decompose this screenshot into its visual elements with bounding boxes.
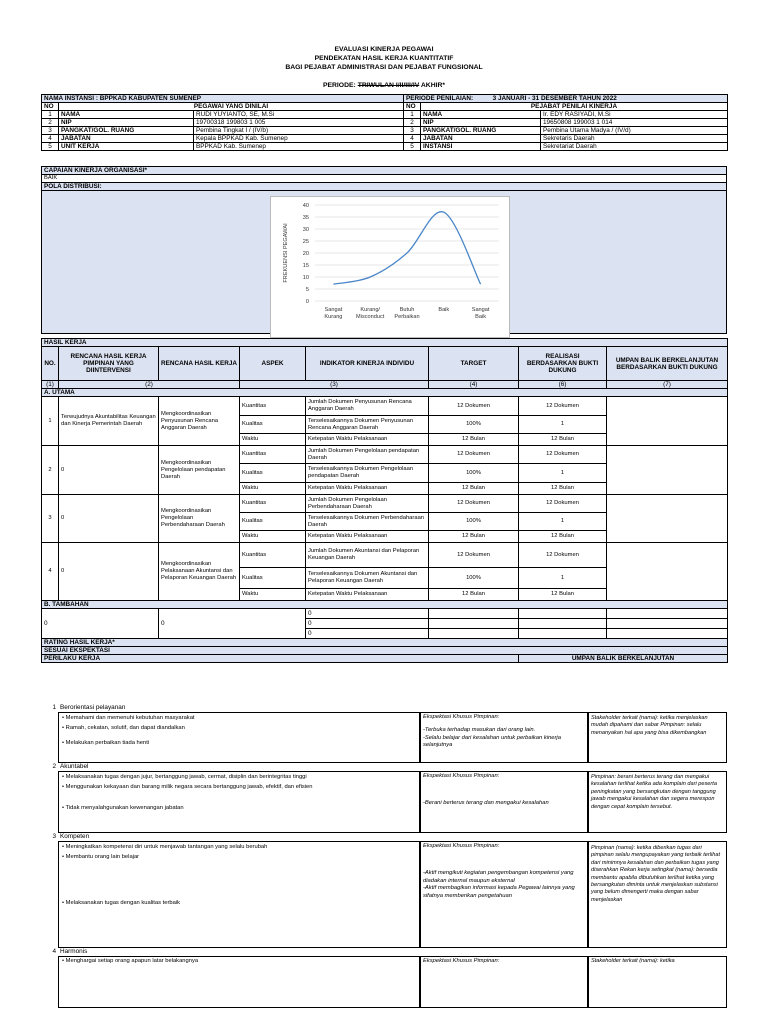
utama-indikator: Ketepatan Waktu Pelaksanaan <box>306 531 429 543</box>
utama-realisasi: 1 <box>519 464 607 483</box>
periode-label: PERIODE: <box>322 82 356 89</box>
pola-label: POLA DISTRIBUSI: <box>42 183 727 191</box>
utama-umpan <box>607 446 728 495</box>
utama-row <box>42 543 728 568</box>
perilaku-title: Kompeten <box>60 833 90 840</box>
x-tick-label: Baik <box>438 307 450 313</box>
pejabat-no: 1 <box>404 111 421 119</box>
pejabat-label: INSTANSI <box>421 143 541 151</box>
utama-umpan <box>607 543 728 601</box>
utama-realisasi: 12 Dokumen <box>519 543 607 568</box>
periode-akhir: AKHIR* <box>420 82 446 89</box>
perilaku-point: Menggunakan kekayaan dan barang milik negara secara bertanggung jawab, efektif, dan efisien <box>65 784 313 790</box>
utama-indikator: Jumlah Dokumen Akuntansi dan Pelaporan Keuangan Daerah <box>306 543 429 568</box>
utama-target: 100% <box>429 513 519 531</box>
utama-row <box>42 397 728 416</box>
pegawai-label: PANGKAT/GOL. RUANG <box>59 127 194 135</box>
utama-realisasi: 12 Bulan <box>519 589 607 601</box>
utama-aspek: Kuantitas <box>240 446 306 464</box>
utama-indikator: Ketepatan Waktu Pelaksanaan <box>306 589 429 601</box>
utama-indikator: Jumlah Dokumen Pengelolaan pendapatan Daerah <box>306 446 429 464</box>
pegawai-no: 4 <box>42 135 59 143</box>
y-tick-label: 10 <box>302 275 309 281</box>
x-tick-label: Misconduct <box>356 314 385 320</box>
col-number-1: (1) <box>42 381 59 389</box>
utama-aspek: Kuantitas <box>240 543 306 568</box>
pejabat-value: Ir. EDY RASIYADI, M.Si <box>541 111 728 119</box>
utama-realisasi: 1 <box>519 513 607 531</box>
utama-aspek: Waktu <box>240 531 306 543</box>
utama-indikator: Jumlah Dokumen Penyusunan Rencana Anggaran Daerah <box>306 397 429 416</box>
perilaku-no: 4 <box>52 948 56 955</box>
perilaku-points-box: • Meningkatkan kompetensi diri untuk menjawab tantangan yang selalu berubah • Membantu orang lain belajar • Melaksanakan tugas dengan kualitas terbaik <box>58 841 420 948</box>
utama-realisasi: 12 Bulan <box>519 483 607 495</box>
ekspektasi-label: Ekspektasi Khusus Pimpinan: <box>423 714 500 720</box>
y-tick-label: 15 <box>302 263 309 269</box>
utama-umpan <box>607 495 728 543</box>
utama-indikator: Jumlah Dokumen Pengelolaan Perbendaharaan Daerah <box>306 495 429 513</box>
umpan-text: Pimpinan (nama): ketika diberikan tugas dari pimpinan selalu mengupayakan yang terbaik terlihat dari minimnya kesalahan dan perbaikan tugas yang diserahkan Rekan kerja setingkat (nama): bersedia membantu apabila dibutuhkan terlihat ketika yang bersangkutan diminta untuk menjelaskan substansi yang belum dimengerti maka dengan sabar menjelaskan <box>591 845 721 903</box>
ekspektasi-box <box>420 771 588 833</box>
perilaku-point: Meningkatkan kompetensi diri untuk menjawab tantangan yang selalu berubah <box>65 844 268 850</box>
utama-indikator: Terselesaikannya Dokumen Penyusunan Rencana Anggaran Daerah <box>306 416 429 434</box>
hk-indikator-header: INDIKATOR KINERJA INDIVIDU <box>306 347 429 381</box>
umpan-box <box>588 841 727 948</box>
utama-pimpinan: 0 <box>59 495 159 543</box>
x-tick-label: Kurang/ <box>360 307 380 313</box>
y-tick-label: 40 <box>302 203 309 209</box>
umpan-box <box>588 712 727 763</box>
utama-target: 12 Bulan <box>429 589 519 601</box>
ekspektasi-item: -Berani berterus terang dan mengakui kesalahan <box>423 800 549 806</box>
utama-realisasi: 12 Dokumen <box>519 397 607 416</box>
umpan-box <box>588 956 727 1008</box>
hk-realisasi-header: REALISASI BERDASARKAN BUKTI DUKUNG <box>519 347 607 381</box>
perilaku-label: PERILAKU KERJA <box>42 655 519 663</box>
utama-aspek: Kualitas <box>240 568 306 589</box>
utama-aspek: Kuantitas <box>240 397 306 416</box>
perilaku-point: Melaksanakan tugas dengan kualitas terbaik <box>65 899 181 906</box>
info-row <box>42 119 728 127</box>
distribution-chart-svg <box>271 197 509 337</box>
info-no-header: NO <box>42 103 59 111</box>
utama-umpan <box>607 397 728 446</box>
utama-target: 12 Bulan <box>429 434 519 446</box>
col-number-7: (7) <box>607 381 728 389</box>
utama-realisasi: 12 Bulan <box>519 434 607 446</box>
capaian-label: CAPAIAN KINERJA ORGANISASI* <box>42 167 727 175</box>
periode-penilaian-label: PERIODE PENILAIAN: <box>406 95 474 102</box>
tambahan-aspek-3: 0 <box>306 629 429 639</box>
periode-penilaian-value: 3 JANUARI - 31 DESEMBER TAHUN 2022 <box>492 95 617 102</box>
utama-realisasi: 12 Dokumen <box>519 446 607 464</box>
hasil-kerja-table <box>41 338 728 663</box>
utama-indikator: Ketepatan Waktu Pelaksanaan <box>306 483 429 495</box>
utama-realisasi: 1 <box>519 568 607 589</box>
perilaku-no: 3 <box>52 833 56 840</box>
perilaku-no: 1 <box>52 704 56 711</box>
utama-realisasi: 12 Dokumen <box>519 495 607 513</box>
perilaku-point: Ramah, cekatan, solutif, dan dapat diandalkan <box>65 725 185 731</box>
info-row <box>42 111 728 119</box>
instansi-cell: NAMA INSTANSI : BPPKAD KABUPATEN SUMENEP <box>42 95 404 103</box>
hk-umpan-header: UMPAN BALIK BERKELANJUTAN BERDASARKAN BUKTI DUKUNG <box>607 347 728 381</box>
y-tick-label: 0 <box>305 299 309 305</box>
utama-no: 1 <box>42 397 59 446</box>
umpan-text: Stakeholder terkait (nama): ketika <box>591 958 675 964</box>
utama-target: 12 Bulan <box>429 531 519 543</box>
pegawai-value: RUDI YUYIANTO, SE, M.Si <box>194 111 404 119</box>
perilaku-point: Melakukan perbaikan tiada henti <box>65 739 150 746</box>
col-number-6: (6) <box>519 381 607 389</box>
utama-indikator: Terselesaikannya Dokumen Akuntansi dan Pelaporan Keuangan Daerah <box>306 568 429 589</box>
rating-value: SESUAI EKSPEKTASI <box>42 647 728 655</box>
pejabat-no: 5 <box>404 143 421 151</box>
utama-target: 100% <box>429 416 519 434</box>
y-tick-label: 5 <box>305 287 309 293</box>
perilaku-item <box>41 703 727 762</box>
utama-pimpinan: 0 <box>59 446 159 495</box>
pejabat-header: PEJABAT PENILAI KINERJA <box>421 103 728 111</box>
x-tick-label: Butuh <box>399 307 415 313</box>
pegawai-no: 5 <box>42 143 59 151</box>
perilaku-point: Menghargai setiap orang apapun latar belakangnya <box>65 958 199 964</box>
x-tick-label: Kurang <box>324 314 343 320</box>
ekspektasi-item: -Selalu belajar dari kesalahan untuk perbaikan kinerja selanjutnya <box>423 734 561 748</box>
perilaku-item <box>41 762 727 832</box>
tambahan-aspek-2: 0 <box>306 619 429 629</box>
y-tick-label: 35 <box>302 215 309 221</box>
utama-indikator: Ketepatan Waktu Pelaksanaan <box>306 434 429 446</box>
ekspektasi-item: -Terbuka terhadap masukan dari orang lain. <box>423 727 536 733</box>
hasil-kerja-label: HASIL KERJA <box>42 339 728 347</box>
y-tick-label: 30 <box>302 227 309 233</box>
pegawai-label: JABATAN <box>59 135 194 143</box>
pejabat-no: 3 <box>404 127 421 135</box>
utama-target: 100% <box>429 464 519 483</box>
periode-struck: TRIWULAN I/II/III/IV <box>357 82 420 89</box>
utama-target: 12 Dokumen <box>429 495 519 513</box>
col-number-4: (4) <box>429 381 519 389</box>
utama-aspek: Kualitas <box>240 464 306 483</box>
perilaku-points-box: • Melaksanakan tugas dengan jujur, bertanggung jawab, cermat, disiplin dan berintegritas tinggi • Menggunakan kekayaan dan barang milik negara secara bertanggung jawab, efektif, dan efisien • Tidak menyalahgunakan kewenangan jabatan <box>58 771 420 833</box>
umpan-box <box>588 771 727 833</box>
perilaku-points-box: • Menghargai setiap orang apapun latar belakangnya <box>58 956 420 1008</box>
col-number-2: (2) <box>59 381 240 389</box>
periode-penilaian-cell <box>404 95 728 103</box>
rating-label: RATING HASIL KERJA* <box>42 639 728 647</box>
pegawai-no: 2 <box>42 119 59 127</box>
utama-target: 12 Bulan <box>429 483 519 495</box>
perilaku-point: Tidak menyalahgunakan kewenangan jabatan <box>65 805 184 811</box>
utama-label: A. UTAMA <box>42 389 728 397</box>
ekspektasi-box <box>420 841 588 948</box>
x-tick-label: Sangat <box>324 307 343 313</box>
pejabat-no: 2 <box>404 119 421 127</box>
utama-no: 3 <box>42 495 59 543</box>
hk-rencana-header: RENCANA HASIL KERJA <box>159 347 240 381</box>
utama-indikator: Terselesaikannya Dokumen Pengelolaan pendapatan Daerah <box>306 464 429 483</box>
utama-indikator: Terselesaikannya Dokumen Perbendaharaan Daerah <box>306 513 429 531</box>
info-row <box>42 143 728 151</box>
pejabat-label: JABATAN <box>421 135 541 143</box>
distribution-chart <box>270 196 510 338</box>
hk-no-header: NO. <box>42 347 59 381</box>
utama-no: 2 <box>42 446 59 495</box>
utama-realisasi: 1 <box>519 416 607 434</box>
utama-rencana: Mengkoordinasikan Pengelolaan Perbendaharaan Daerah <box>159 495 240 543</box>
pejabat-label: NIP <box>421 119 541 127</box>
pegawai-value: 19700318 199803 1 005 <box>194 119 404 127</box>
ekspektasi-item: -Aktif mengikuti kegiatan pengembangan kompetensi yang diadakan internal maupun eksternal <box>423 870 574 884</box>
perilaku-point: Memahami dan memenuhi kebutuhan masyarakat <box>65 715 195 721</box>
doc-title-3: BAGI PEJABAT ADMINISTRASI DAN PEJABAT FUNGSIONAL <box>285 64 483 71</box>
utama-no: 4 <box>42 543 59 601</box>
ekspektasi-label: Ekspektasi Khusus Pimpinan: <box>423 958 500 964</box>
x-tick-label: Perbaikan <box>394 314 420 320</box>
capaian-value: BAIK <box>42 175 727 183</box>
utama-aspek: Kualitas <box>240 513 306 531</box>
pegawai-value: BPPKAD Kab. Sumenep <box>194 143 404 151</box>
ekspektasi-box <box>420 712 588 763</box>
umpan-text: Pimpinan: berani berterus terang dan mengakui kesalahan terlihat ketika ada komplain dari peserta peningkatan yang bersangkutan dengan tanggung jawab mengakui kesalahan dan segera merespon dengan cepat komplain tersebut. <box>591 774 717 810</box>
col-number-3: (3) <box>240 381 429 389</box>
perilaku-title: Berorientasi pelayanan <box>60 704 126 711</box>
ekspektasi-label: Ekspektasi Khusus Pimpinan: <box>423 843 500 849</box>
utama-rencana: Mengkoordinasikan Pelaksanaan Akuntansi dan Pelaporan Keuangan Daerah <box>159 543 240 601</box>
perilaku-title: Akuntabel <box>60 763 89 770</box>
hk-pimpinan-header: RENCANA HASIL KERJA PIMPINAN YANG DIINTERVENSI <box>59 347 159 381</box>
utama-aspek: Kualitas <box>240 416 306 434</box>
pegawai-label: UNIT KERJA <box>59 143 194 151</box>
pejabat-value: 19650808 199003 1 014 <box>541 119 728 127</box>
perilaku-point: Melaksanakan tugas dengan jujur, bertanggung jawab, cermat, disiplin dan berintegritas tinggi <box>65 774 307 780</box>
pejabat-value: Pembina Utama Madya / (IV/d) <box>541 127 728 135</box>
utama-rencana: Mengkoordinasikan Pengelolaan pendapatan Daerah <box>159 446 240 495</box>
x-tick-label: Baik <box>475 314 487 320</box>
pejabat-label: PANGKAT/GOL. RUANG <box>421 127 541 135</box>
utama-row <box>42 495 728 513</box>
utama-target: 12 Dokumen <box>429 446 519 464</box>
utama-target: 100% <box>429 568 519 589</box>
perilaku-item <box>41 832 727 947</box>
pegawai-header: PEGAWAI YANG DINILAI <box>59 103 404 111</box>
pegawai-no: 3 <box>42 127 59 135</box>
tambahan-no: 0 <box>42 609 159 639</box>
doc-title-2: PENDEKATAN HASIL KERJA KUANTITATIF <box>314 55 454 62</box>
umpan-text: Stakeholder terkait (nama): ketika menjelaskan mudah dipahami dan sabar Pimpinan: selalu menanyakan hal apa yang bisa dikembangkan <box>591 715 708 736</box>
utama-target: 12 Dokumen <box>429 397 519 416</box>
perilaku-point: Membantu orang lain belajar <box>65 854 140 860</box>
pejabat-value: Sekretaris Daerah <box>541 135 728 143</box>
info-row <box>42 135 728 143</box>
perilaku-item <box>41 947 727 1007</box>
utama-realisasi: 12 Bulan <box>519 531 607 543</box>
pegawai-value: Pembina Tingkat I / (IV/b) <box>194 127 404 135</box>
utama-aspek: Waktu <box>240 434 306 446</box>
perilaku-no: 2 <box>52 763 56 770</box>
series-line <box>333 212 480 285</box>
doc-title-1: EVALUASI KINERJA PEGAWAI <box>334 46 434 53</box>
pegawai-label: NIP <box>59 119 194 127</box>
y-tick-label: 20 <box>302 251 309 257</box>
y-tick-label: 25 <box>302 239 309 245</box>
perilaku-title: Harmonis <box>60 948 88 955</box>
tambahan-label: B. TAMBAHAN <box>42 601 728 609</box>
utama-pimpinan: 0 <box>59 543 159 601</box>
info-no-header-2: NO <box>404 103 421 111</box>
utama-rencana: Mengkoordinasikan Penyusunan Rencana Anggaran Daerah <box>159 397 240 446</box>
tambahan-aspek-1: 0 <box>306 609 429 619</box>
hk-target-header: TARGET <box>429 347 519 381</box>
pejabat-label: NAMA <box>421 111 541 119</box>
utama-row <box>42 446 728 464</box>
ekspektasi-item: -Aktif membagikan informasi kepada Pegawai lainnya yang sifatnya memberikan pengetahuan <box>423 885 575 899</box>
hk-aspek-header: ASPEK <box>240 347 306 381</box>
periode-line <box>41 82 727 89</box>
utama-aspek: Waktu <box>240 589 306 601</box>
utama-target: 12 Dokumen <box>429 543 519 568</box>
pegawai-no: 1 <box>42 111 59 119</box>
pegawai-value: Kepala BPPKAD Kab. Sumenep <box>194 135 404 143</box>
info-table <box>41 94 728 151</box>
utama-aspek: Waktu <box>240 483 306 495</box>
utama-pimpinan: Terwujudnya Akuntabilitas Keuangan dan Kinerja Pemerintah Daerah <box>59 397 159 446</box>
utama-aspek: Kuantitas <box>240 495 306 513</box>
y-axis-label: FREKUENSI PEGAWAI <box>283 223 289 283</box>
tambahan-pimpinan: 0 <box>159 609 306 639</box>
perilaku-points-box: • Memahami dan memenuhi kebutuhan masyarakat • Ramah, cekatan, solutif, dan dapat diandalkan • Melakukan perbaikan tiada henti <box>58 712 420 763</box>
ekspektasi-box <box>420 956 588 1008</box>
perilaku-umpan-header: UMPAN BALIK BERKELANJUTAN <box>519 655 728 663</box>
info-row <box>42 127 728 135</box>
pejabat-no: 4 <box>404 135 421 143</box>
x-tick-label: Sangat <box>471 307 490 313</box>
pegawai-label: NAMA <box>59 111 194 119</box>
ekspektasi-label: Ekspektasi Khusus Pimpinan: <box>423 773 500 779</box>
pejabat-value: Sekretariat Daerah <box>541 143 728 151</box>
